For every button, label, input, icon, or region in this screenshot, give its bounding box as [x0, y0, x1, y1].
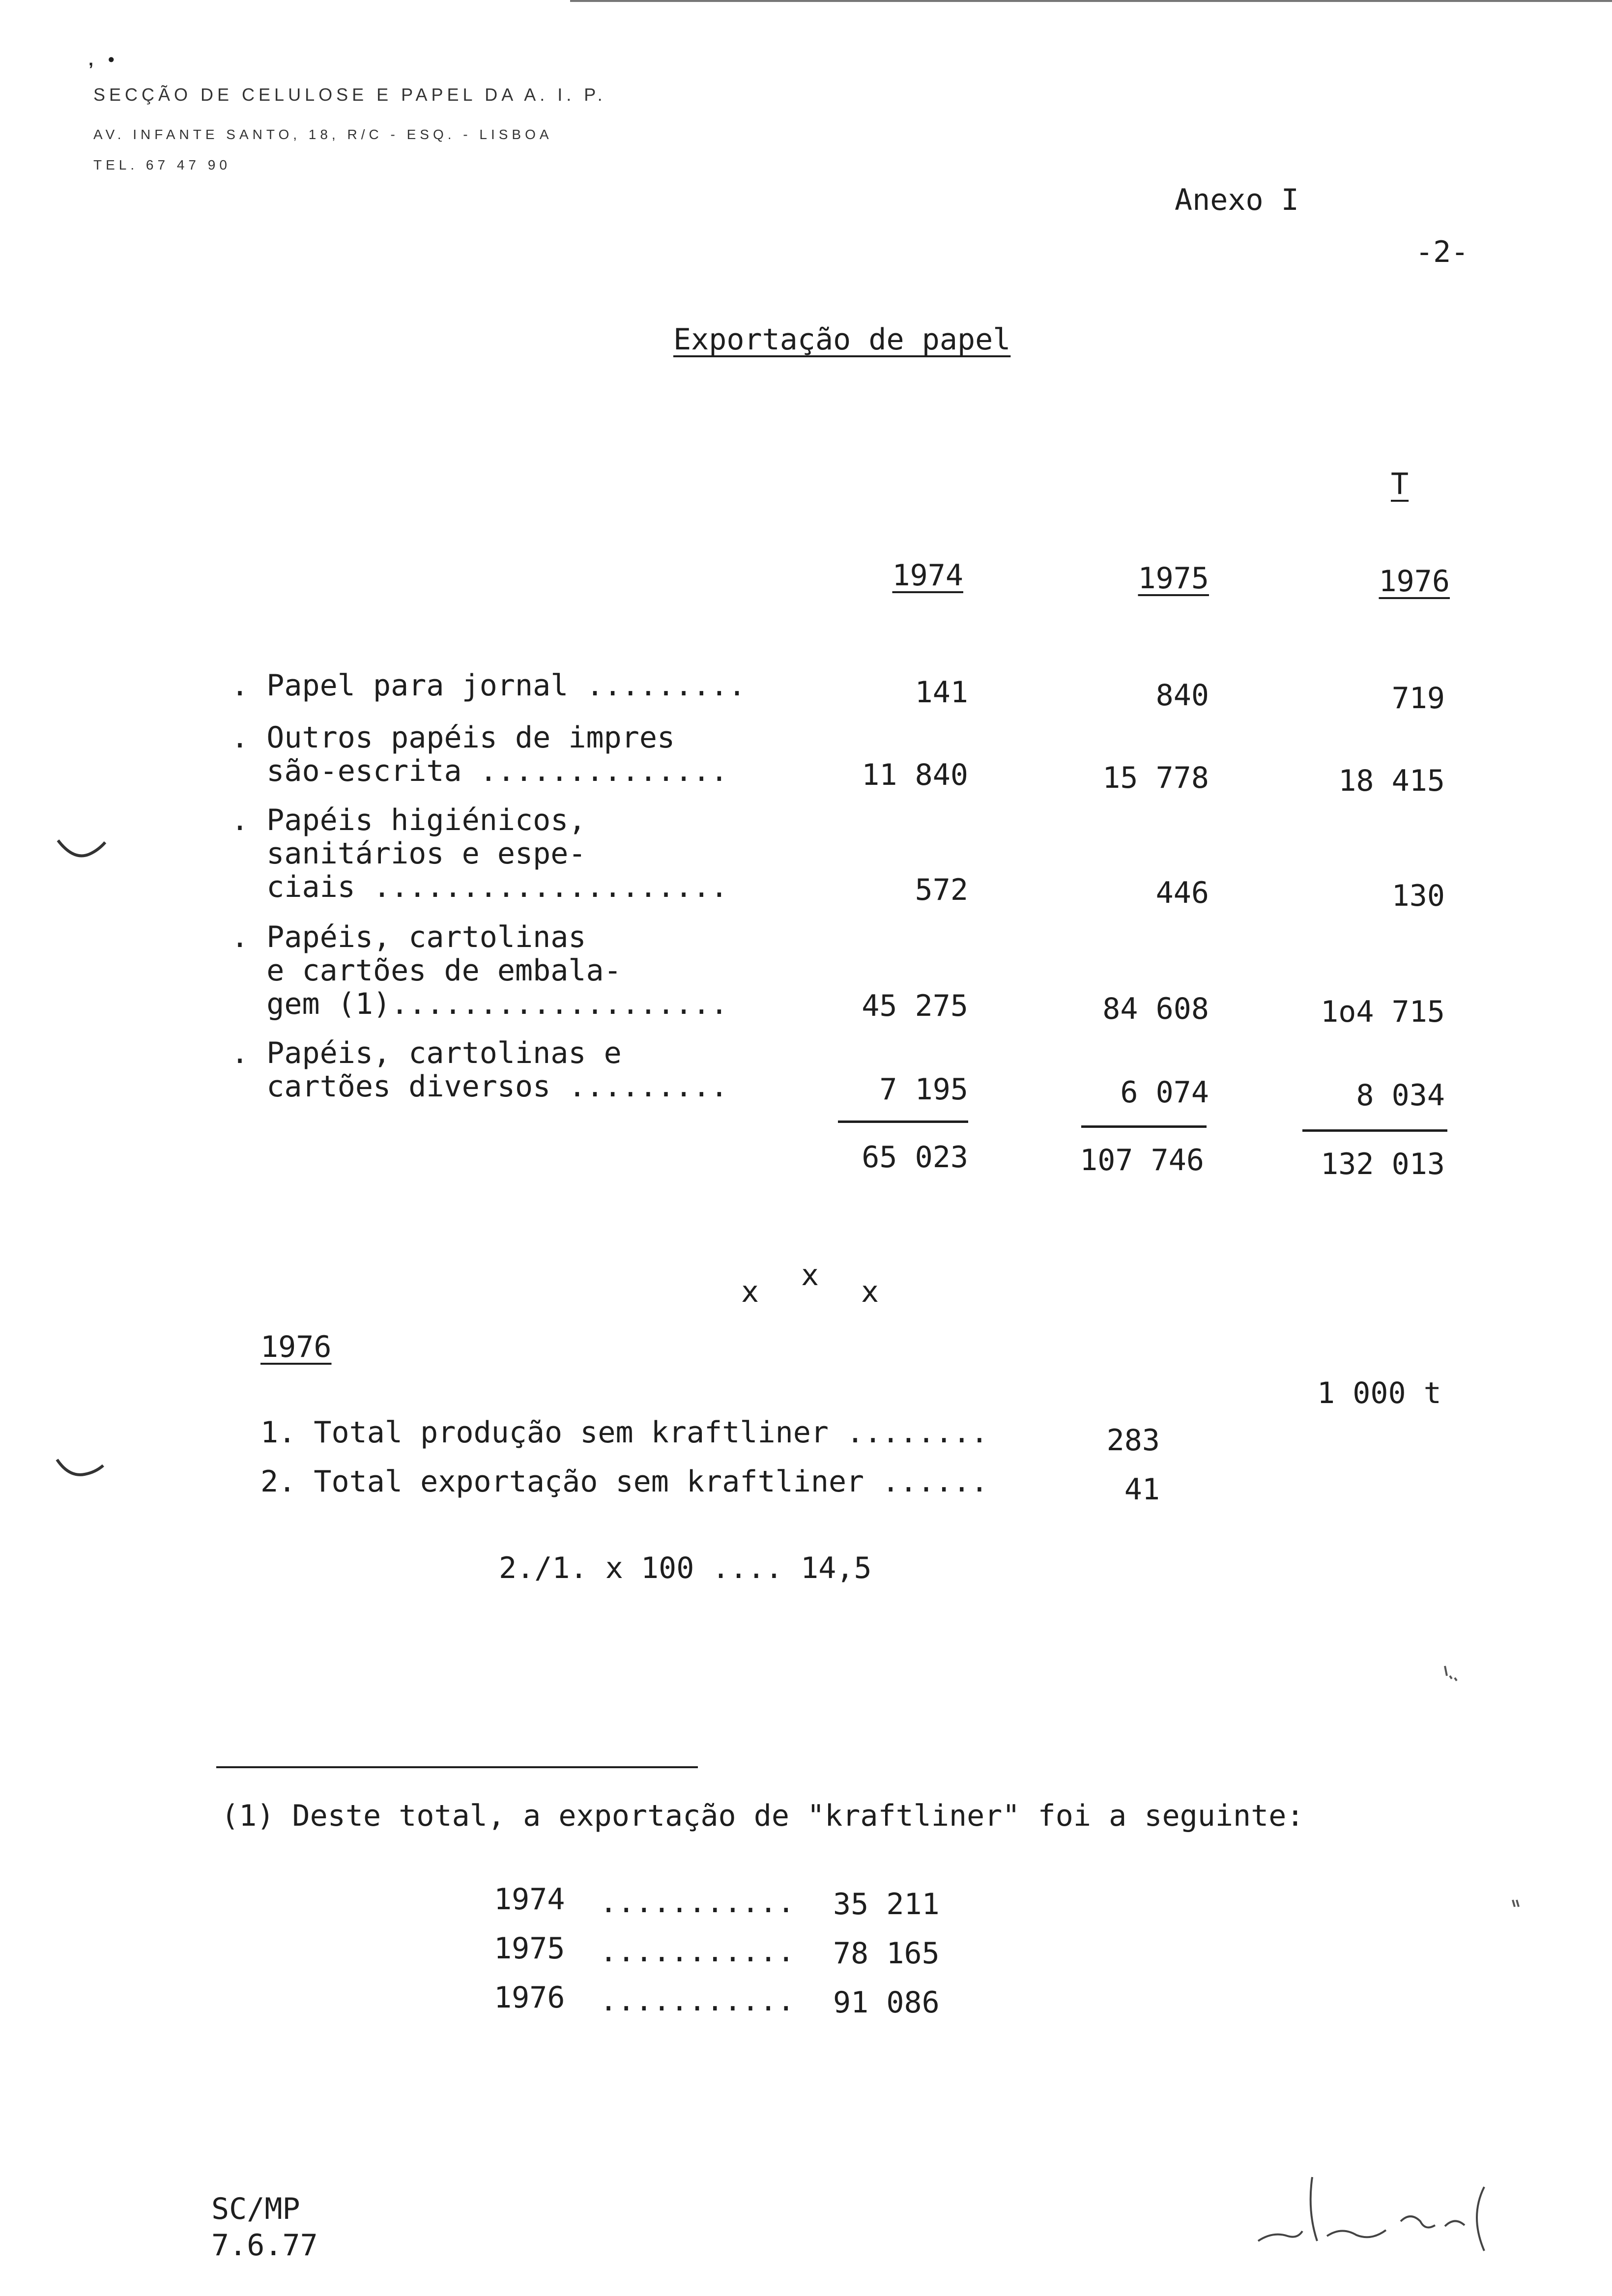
section2-item-label: 1. Total produção sem kraftliner ........	[260, 1415, 989, 1450]
footnote-year: 1975	[494, 1931, 565, 1966]
section2-unit: 1 000 t	[1317, 1376, 1441, 1410]
row-label: e cartões de embala-	[231, 953, 622, 988]
page-title: Exportação de papel	[673, 322, 1011, 357]
section2-year: 1976	[260, 1330, 332, 1364]
footnote-dots: ...........	[600, 1983, 795, 2018]
year-header-1975: 1975	[1138, 561, 1209, 596]
section2-item-value: 283	[1106, 1423, 1160, 1458]
separator-mark: x	[741, 1275, 759, 1309]
signoff-date: 7.6.77	[211, 2228, 318, 2263]
handwritten-signature	[1253, 2167, 1528, 2256]
row-label: . Papéis higiénicos,	[231, 803, 586, 837]
row-value-1976: 18 415	[1338, 764, 1445, 798]
row-label: são-escrita ..............	[231, 754, 728, 788]
row-label: . Papéis, cartolinas	[231, 920, 586, 954]
footnote-value: 35 211	[833, 1887, 940, 1922]
row-label: cartões diversos .........	[231, 1069, 728, 1104]
signoff-initials: SC/MP	[211, 2192, 300, 2226]
row-value-1976: 8 034	[1356, 1078, 1445, 1113]
ratio-line: 2./1. x 100 .... 14,5	[499, 1551, 872, 1585]
row-value-1975: 6 074	[1120, 1075, 1209, 1110]
row-value-1976: 130	[1391, 879, 1445, 913]
row-value-1975: 84 608	[1102, 992, 1209, 1026]
section2-item-value: 41	[1124, 1472, 1160, 1507]
row-value-1974: 141	[915, 675, 968, 710]
margin-check-mark	[54, 835, 108, 870]
total-rule-1976	[1302, 1129, 1447, 1132]
row-value-1975: 446	[1155, 876, 1209, 910]
row-label: . Papéis, cartolinas e	[231, 1036, 622, 1070]
letterhead-marks: , •	[88, 49, 115, 69]
total-rule-1975	[1081, 1125, 1207, 1128]
total-1974: 65 023	[862, 1140, 968, 1175]
row-label: . Outros papéis de impres	[231, 720, 675, 755]
row-value-1974: 45 275	[862, 989, 968, 1023]
footnote-year: 1974	[494, 1882, 565, 1917]
letterhead-phone: TEL. 67 47 90	[93, 157, 231, 172]
footnote-dots: ...........	[600, 1885, 795, 1920]
footnote-year: 1976	[494, 1980, 565, 2015]
section2-item-label: 2. Total exportação sem kraftliner ......	[260, 1464, 989, 1499]
letterhead-org: SECÇÃO DE CELULOSE E PAPEL DA A. I. P.	[93, 85, 606, 105]
margin-check-mark	[54, 1455, 108, 1489]
footnote-value: 91 086	[833, 1985, 940, 2020]
year-header-1976: 1976	[1379, 564, 1450, 599]
row-label: . Papel para jornal .........	[231, 668, 746, 703]
row-value-1976: 719	[1391, 681, 1445, 716]
row-value-1975: 840	[1155, 678, 1209, 713]
row-value-1975: 15 778	[1102, 761, 1209, 795]
annex-label: Anexo I	[1175, 183, 1299, 217]
footnote-rule	[216, 1766, 698, 1768]
total-rule-1974	[838, 1120, 968, 1123]
scan-speck	[1509, 1897, 1524, 1912]
row-value-1974: 11 840	[862, 758, 968, 792]
row-value-1974: 7 195	[879, 1072, 968, 1107]
footnote-dots: ...........	[600, 1934, 795, 1969]
row-value-1976: 1o4 715	[1321, 995, 1445, 1029]
row-label: sanitários e espe-	[231, 836, 586, 871]
footnote-value: 78 165	[833, 1936, 940, 1971]
top-rule	[570, 0, 1612, 2]
total-1975: 107 746	[1080, 1143, 1204, 1177]
year-header-1974: 1974	[892, 558, 963, 593]
scan-speck	[1435, 1661, 1465, 1691]
row-label: gem (1)...................	[231, 987, 728, 1021]
row-label: ciais ....................	[231, 870, 728, 904]
separator-mark: x	[801, 1258, 819, 1292]
separator-mark: x	[861, 1275, 879, 1309]
total-1976: 132 013	[1321, 1147, 1445, 1181]
letterhead-address: AV. INFANTE SANTO, 18, R/C - ESQ. - LISBOA	[93, 127, 553, 142]
unit-label: T	[1391, 467, 1409, 501]
footnote-text: (1) Deste total, a exportação de "kraftliner" foi a seguinte:	[221, 1799, 1304, 1833]
page-number: -2-	[1415, 235, 1469, 269]
row-value-1974: 572	[915, 873, 968, 907]
